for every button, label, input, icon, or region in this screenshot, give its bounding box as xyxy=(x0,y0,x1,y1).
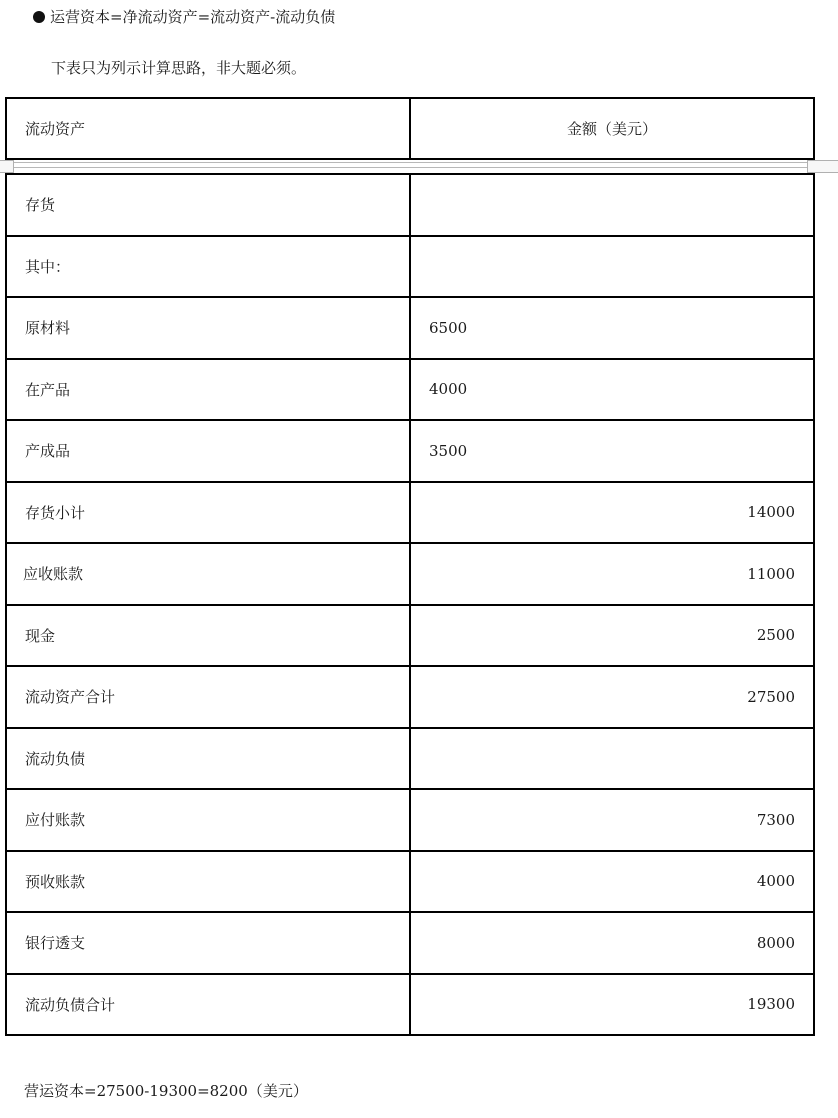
table-row xyxy=(6,666,814,728)
row-label-cell: 流动资产合计 xyxy=(6,666,410,728)
table-row xyxy=(6,482,814,544)
header-row xyxy=(6,98,814,159)
row-amount-cell: 8000 xyxy=(410,912,814,974)
row-amount-cell: 6500 xyxy=(410,297,814,359)
table-row xyxy=(6,605,814,667)
row-amount-cell: 14000 xyxy=(410,482,814,544)
table-row xyxy=(6,912,814,974)
row-amount-cell: 3500 xyxy=(410,420,814,482)
row-label-cell: 其中： xyxy=(6,236,410,298)
row-label-cell: 原材料 xyxy=(6,297,410,359)
row-label-cell: 存货 xyxy=(6,174,410,236)
row-amount-cell xyxy=(410,174,814,236)
row-amount-cell: 4000 xyxy=(410,359,814,421)
row-label-cell: 应付账款 xyxy=(6,789,410,851)
table-row xyxy=(6,174,814,236)
row-label-cell: 应收账款 xyxy=(6,543,410,605)
table-row xyxy=(6,297,814,359)
result-line: 营运资本=27500-19300=8200（美元） xyxy=(24,1082,308,1100)
header-amount-cell: 金额（美元） xyxy=(410,98,814,159)
table-row xyxy=(6,543,814,605)
row-label-cell: 存货小计 xyxy=(6,482,410,544)
formula-text: 运营资本=净流动资产=流动资产-流动负债 xyxy=(50,8,336,26)
header-label-cell: 流动资产 xyxy=(6,98,410,159)
note-line: 下表只为列示计算思路，非大题必须。 xyxy=(51,59,307,77)
row-amount-cell: 19300 xyxy=(410,974,814,1036)
table-row xyxy=(6,420,814,482)
row-label-cell: 产成品 xyxy=(6,420,410,482)
row-label-cell: 现金 xyxy=(6,605,410,667)
row-label-cell: 流动负债合计 xyxy=(6,974,410,1036)
row-label-cell: 流动负债 xyxy=(6,728,410,790)
table-row xyxy=(6,974,814,1036)
row-label-cell: 预收账款 xyxy=(6,851,410,913)
table-split-bar[interactable] xyxy=(0,160,838,172)
row-amount-cell: 7300 xyxy=(410,789,814,851)
table-row xyxy=(6,728,814,790)
row-amount-cell: 27500 xyxy=(410,666,814,728)
table-row xyxy=(6,851,814,913)
split-handle-left[interactable] xyxy=(0,160,14,173)
row-label-cell: 在产品 xyxy=(6,359,410,421)
table-row xyxy=(6,789,814,851)
row-amount-cell: 4000 xyxy=(410,851,814,913)
table-header xyxy=(5,97,815,160)
formula-line xyxy=(33,6,335,28)
row-amount-cell: 11000 xyxy=(410,543,814,605)
row-amount-cell xyxy=(410,236,814,298)
table-row xyxy=(6,236,814,298)
row-label-cell: 银行透支 xyxy=(6,912,410,974)
table-row xyxy=(6,359,814,421)
split-handle-right[interactable] xyxy=(807,160,838,173)
row-amount-cell xyxy=(410,728,814,790)
table-body xyxy=(5,173,815,1036)
bullet-icon xyxy=(33,11,45,23)
row-amount-cell: 2500 xyxy=(410,605,814,667)
